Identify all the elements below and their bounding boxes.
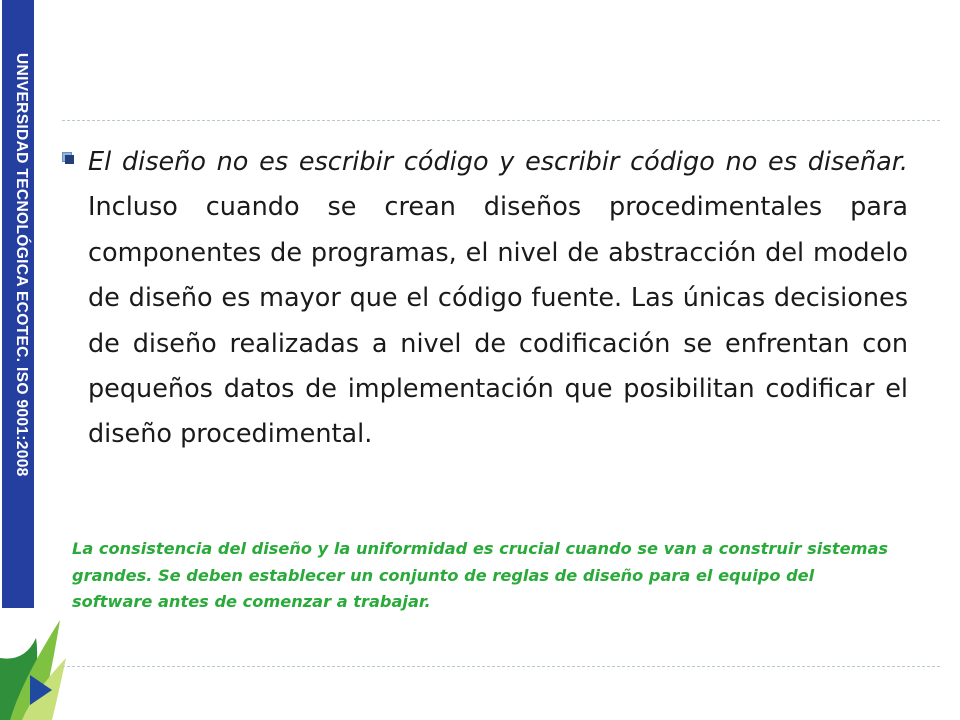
bullet-paragraph (88, 140, 908, 458)
square-bullet-icon (62, 152, 74, 164)
sidebar-label: UNIVERSIDAD TECNOLÓGICA ECOTEC. ISO 9001:2008 (13, 53, 30, 477)
note-text: La consistencia del diseño y la uniformidad es crucial cuando se van a construir sistemas grandes. Se deben establecer un conjunto de reglas de diseño para el equipo del software antes de comenzar a trabajar. (72, 539, 889, 611)
bottom-divider (62, 666, 940, 667)
top-divider (62, 120, 940, 121)
bullet-body-text: Incluso cuando se crean diseños procedimentales para componentes de programas, el nivel de abstracción del modelo de diseño es mayor que el código fuente. Las únicas decisiones de diseño realizadas a nivel de codificación se enfrentan con pequeños datos de implementación que posibilitan codificar el diseño procedimental. (88, 192, 908, 450)
university-logo-icon (0, 600, 70, 720)
bullet-italic-text: El diseño no es escribir código y escribir código no es diseñar. (88, 147, 908, 177)
main-bullet (62, 140, 908, 458)
university-sidebar (2, 0, 34, 608)
